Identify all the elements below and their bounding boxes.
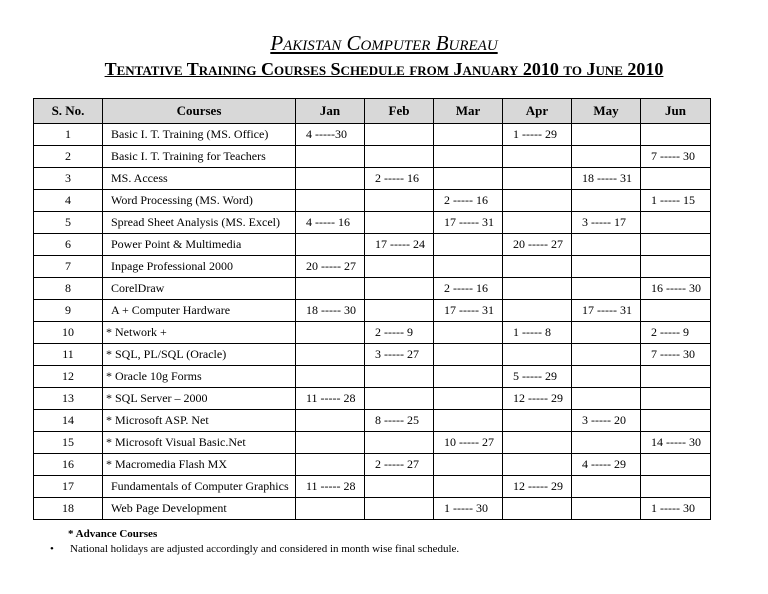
- schedule-cell-jan: [296, 344, 365, 366]
- schedule-cell-feb: [365, 388, 434, 410]
- serial-number-cell: 12: [34, 366, 103, 388]
- schedule-cell-jan: [296, 190, 365, 212]
- schedule-cell-jan: [296, 454, 365, 476]
- schedule-cell-jan: 11 ----- 28: [296, 476, 365, 498]
- course-name-cell: * Microsoft ASP. Net: [103, 410, 296, 432]
- schedule-cell-apr: [503, 278, 572, 300]
- serial-number-cell: 3: [34, 168, 103, 190]
- schedule-cell-may: [572, 344, 641, 366]
- course-name-cell: * Oracle 10g Forms: [103, 366, 296, 388]
- column-header-courses: Courses: [103, 99, 296, 124]
- schedule-cell-apr: [503, 190, 572, 212]
- schedule-cell-feb: [365, 146, 434, 168]
- table-row: [34, 322, 711, 344]
- schedule-cell-apr: 12 ----- 29: [503, 388, 572, 410]
- course-name-cell: * SQL Server – 2000: [103, 388, 296, 410]
- schedule-cell-mar: 17 ----- 31: [434, 300, 503, 322]
- schedule-cell-jun: [641, 256, 711, 278]
- bullet-icon: •: [50, 543, 54, 555]
- schedule-cell-feb: 2 ----- 27: [365, 454, 434, 476]
- schedule-cell-may: [572, 278, 641, 300]
- document-title: Pakistan Computer Bureau: [270, 31, 498, 55]
- schedule-cell-mar: [434, 476, 503, 498]
- schedule-cell-mar: 17 ----- 31: [434, 212, 503, 234]
- course-name-cell: Fundamentals of Computer Graphics: [103, 476, 296, 498]
- serial-number-cell: 10: [34, 322, 103, 344]
- schedule-cell-apr: [503, 498, 572, 520]
- schedule-cell-jun: [641, 212, 711, 234]
- schedule-cell-feb: [365, 432, 434, 454]
- column-header-jun: Jun: [641, 99, 711, 124]
- table-row: [34, 432, 711, 454]
- document-subtitle: Tentative Training Courses Schedule from January 2010 to June 2010: [104, 59, 664, 79]
- column-header-mar: Mar: [434, 99, 503, 124]
- column-header-feb: Feb: [365, 99, 434, 124]
- schedule-cell-jan: [296, 432, 365, 454]
- schedule-cell-jun: 14 ----- 30: [641, 432, 711, 454]
- schedule-cell-feb: 2 ----- 16: [365, 168, 434, 190]
- schedule-cell-jun: [641, 476, 711, 498]
- table-row: [34, 366, 711, 388]
- schedule-cell-mar: [434, 410, 503, 432]
- serial-number-cell: 13: [34, 388, 103, 410]
- course-name-cell: * Microsoft Visual Basic.Net: [103, 432, 296, 454]
- course-name-cell: MS. Access: [103, 168, 296, 190]
- serial-number-cell: 14: [34, 410, 103, 432]
- table-row: [34, 454, 711, 476]
- column-header-apr: Apr: [503, 99, 572, 124]
- schedule-cell-feb: [365, 212, 434, 234]
- schedule-cell-apr: 1 ----- 8: [503, 322, 572, 344]
- schedule-cell-jan: 4 -----30: [296, 124, 365, 146]
- schedule-cell-jan: [296, 410, 365, 432]
- course-name-cell: Word Processing (MS. Word): [103, 190, 296, 212]
- schedule-cell-may: 4 ----- 29: [572, 454, 641, 476]
- schedule-cell-may: 17 ----- 31: [572, 300, 641, 322]
- schedule-cell-jun: [641, 234, 711, 256]
- table-header-row: [34, 99, 711, 124]
- schedule-cell-may: 3 ----- 17: [572, 212, 641, 234]
- schedule-cell-jun: [641, 124, 711, 146]
- holidays-note-text: National holidays are adjusted accordingly and considered in month wise final schedule.: [70, 543, 460, 555]
- course-name-cell: Spread Sheet Analysis (MS. Excel): [103, 212, 296, 234]
- serial-number-cell: 15: [34, 432, 103, 454]
- schedule-cell-may: [572, 322, 641, 344]
- course-name-cell: Web Page Development: [103, 498, 296, 520]
- schedule-cell-apr: [503, 344, 572, 366]
- serial-number-cell: 5: [34, 212, 103, 234]
- schedule-cell-apr: [503, 256, 572, 278]
- schedule-cell-mar: 1 ----- 30: [434, 498, 503, 520]
- schedule-cell-mar: 2 ----- 16: [434, 190, 503, 212]
- serial-number-cell: 8: [34, 278, 103, 300]
- schedule-cell-jun: [641, 168, 711, 190]
- schedule-cell-feb: [365, 498, 434, 520]
- schedule-cell-may: [572, 256, 641, 278]
- schedule-cell-jan: [296, 498, 365, 520]
- schedule-cell-jan: [296, 366, 365, 388]
- schedule-cell-apr: [503, 410, 572, 432]
- schedule-cell-apr: 5 ----- 29: [503, 366, 572, 388]
- table-row: [34, 410, 711, 432]
- schedule-cell-apr: [503, 454, 572, 476]
- schedule-cell-feb: [365, 256, 434, 278]
- serial-number-cell: 9: [34, 300, 103, 322]
- schedule-cell-apr: [503, 146, 572, 168]
- schedule-cell-mar: [434, 454, 503, 476]
- schedule-cell-jun: 2 ----- 9: [641, 322, 711, 344]
- table-row: [34, 256, 711, 278]
- schedule-cell-jun: [641, 388, 711, 410]
- table-row: [34, 146, 711, 168]
- table-row: [34, 498, 711, 520]
- course-name-cell: A + Computer Hardware: [103, 300, 296, 322]
- schedule-cell-jun: 7 ----- 30: [641, 146, 711, 168]
- table-row: [34, 124, 711, 146]
- table-row: [34, 190, 711, 212]
- serial-number-cell: 17: [34, 476, 103, 498]
- schedule-cell-mar: [434, 146, 503, 168]
- course-name-cell: CorelDraw: [103, 278, 296, 300]
- serial-number-cell: 16: [34, 454, 103, 476]
- schedule-cell-mar: [434, 168, 503, 190]
- serial-number-cell: 11: [34, 344, 103, 366]
- schedule-cell-jan: [296, 278, 365, 300]
- schedule-cell-mar: [434, 322, 503, 344]
- schedule-cell-may: [572, 190, 641, 212]
- serial-number-cell: 1: [34, 124, 103, 146]
- schedule-cell-mar: [434, 344, 503, 366]
- course-name-cell: Basic I. T. Training for Teachers: [103, 146, 296, 168]
- schedule-cell-may: [572, 388, 641, 410]
- schedule-cell-mar: [434, 234, 503, 256]
- course-name-cell: * SQL, PL/SQL (Oracle): [103, 344, 296, 366]
- schedule-cell-apr: 12 ----- 29: [503, 476, 572, 498]
- table-row: [34, 388, 711, 410]
- schedule-cell-jan: [296, 146, 365, 168]
- schedule-cell-apr: [503, 432, 572, 454]
- course-name-cell: Inpage Professional 2000: [103, 256, 296, 278]
- schedule-cell-jun: 7 ----- 30: [641, 344, 711, 366]
- table-row: [34, 234, 711, 256]
- schedule-cell-may: [572, 146, 641, 168]
- schedule-cell-jun: [641, 300, 711, 322]
- serial-number-cell: 7: [34, 256, 103, 278]
- schedule-cell-jan: [296, 168, 365, 190]
- schedule-cell-may: [572, 498, 641, 520]
- table-row: [34, 300, 711, 322]
- schedule-cell-jan: 11 ----- 28: [296, 388, 365, 410]
- course-name-cell: Basic I. T. Training (MS. Office): [103, 124, 296, 146]
- schedule-cell-apr: [503, 168, 572, 190]
- schedule-cell-jan: [296, 234, 365, 256]
- schedule-cell-may: [572, 124, 641, 146]
- schedule-cell-mar: 10 ----- 27: [434, 432, 503, 454]
- schedule-cell-feb: [365, 190, 434, 212]
- schedule-cell-jun: [641, 410, 711, 432]
- schedule-cell-mar: [434, 124, 503, 146]
- schedule-cell-may: 18 ----- 31: [572, 168, 641, 190]
- schedule-cell-jan: 18 ----- 30: [296, 300, 365, 322]
- schedule-cell-apr: 1 ----- 29: [503, 124, 572, 146]
- serial-number-cell: 4: [34, 190, 103, 212]
- table-row: [34, 476, 711, 498]
- serial-number-cell: 18: [34, 498, 103, 520]
- table-row: [34, 344, 711, 366]
- schedule-cell-may: [572, 432, 641, 454]
- serial-number-cell: 2: [34, 146, 103, 168]
- table-row: [34, 168, 711, 190]
- schedule-cell-may: [572, 366, 641, 388]
- schedule-body: [34, 124, 711, 520]
- schedule-cell-apr: [503, 300, 572, 322]
- schedule-cell-feb: 17 ----- 24: [365, 234, 434, 256]
- schedule-cell-feb: [365, 366, 434, 388]
- column-header-jan: Jan: [296, 99, 365, 124]
- schedule-cell-mar: [434, 388, 503, 410]
- course-name-cell: * Network +: [103, 322, 296, 344]
- schedule-cell-feb: 3 ----- 27: [365, 344, 434, 366]
- schedule-cell-jun: [641, 366, 711, 388]
- course-name-cell: * Macromedia Flash MX: [103, 454, 296, 476]
- schedule-cell-jun: 16 ----- 30: [641, 278, 711, 300]
- schedule-cell-feb: [365, 278, 434, 300]
- schedule-cell-feb: 8 ----- 25: [365, 410, 434, 432]
- serial-number-cell: 6: [34, 234, 103, 256]
- course-name-cell: Power Point & Multimedia: [103, 234, 296, 256]
- schedule-cell-mar: 2 ----- 16: [434, 278, 503, 300]
- schedule-cell-feb: [365, 124, 434, 146]
- table-row: [34, 212, 711, 234]
- schedule-cell-apr: 20 ----- 27: [503, 234, 572, 256]
- schedule-cell-mar: [434, 256, 503, 278]
- schedule-cell-apr: [503, 212, 572, 234]
- schedule-cell-feb: 2 ----- 9: [365, 322, 434, 344]
- column-header-sno: S. No.: [34, 99, 103, 124]
- schedule-cell-feb: [365, 300, 434, 322]
- schedule-cell-jun: 1 ----- 30: [641, 498, 711, 520]
- schedule-cell-jan: 20 ----- 27: [296, 256, 365, 278]
- table-row: [34, 278, 711, 300]
- schedule-cell-may: [572, 234, 641, 256]
- advanced-courses-note: * Advance Courses: [68, 528, 158, 540]
- schedule-table: [33, 98, 711, 520]
- schedule-cell-feb: [365, 476, 434, 498]
- schedule-cell-may: [572, 476, 641, 498]
- schedule-cell-jan: [296, 322, 365, 344]
- schedule-cell-jun: 1 ----- 15: [641, 190, 711, 212]
- schedule-cell-jan: 4 ----- 16: [296, 212, 365, 234]
- schedule-cell-may: 3 ----- 20: [572, 410, 641, 432]
- holidays-note: [50, 543, 459, 555]
- column-header-may: May: [572, 99, 641, 124]
- schedule-cell-jun: [641, 454, 711, 476]
- schedule-cell-mar: [434, 366, 503, 388]
